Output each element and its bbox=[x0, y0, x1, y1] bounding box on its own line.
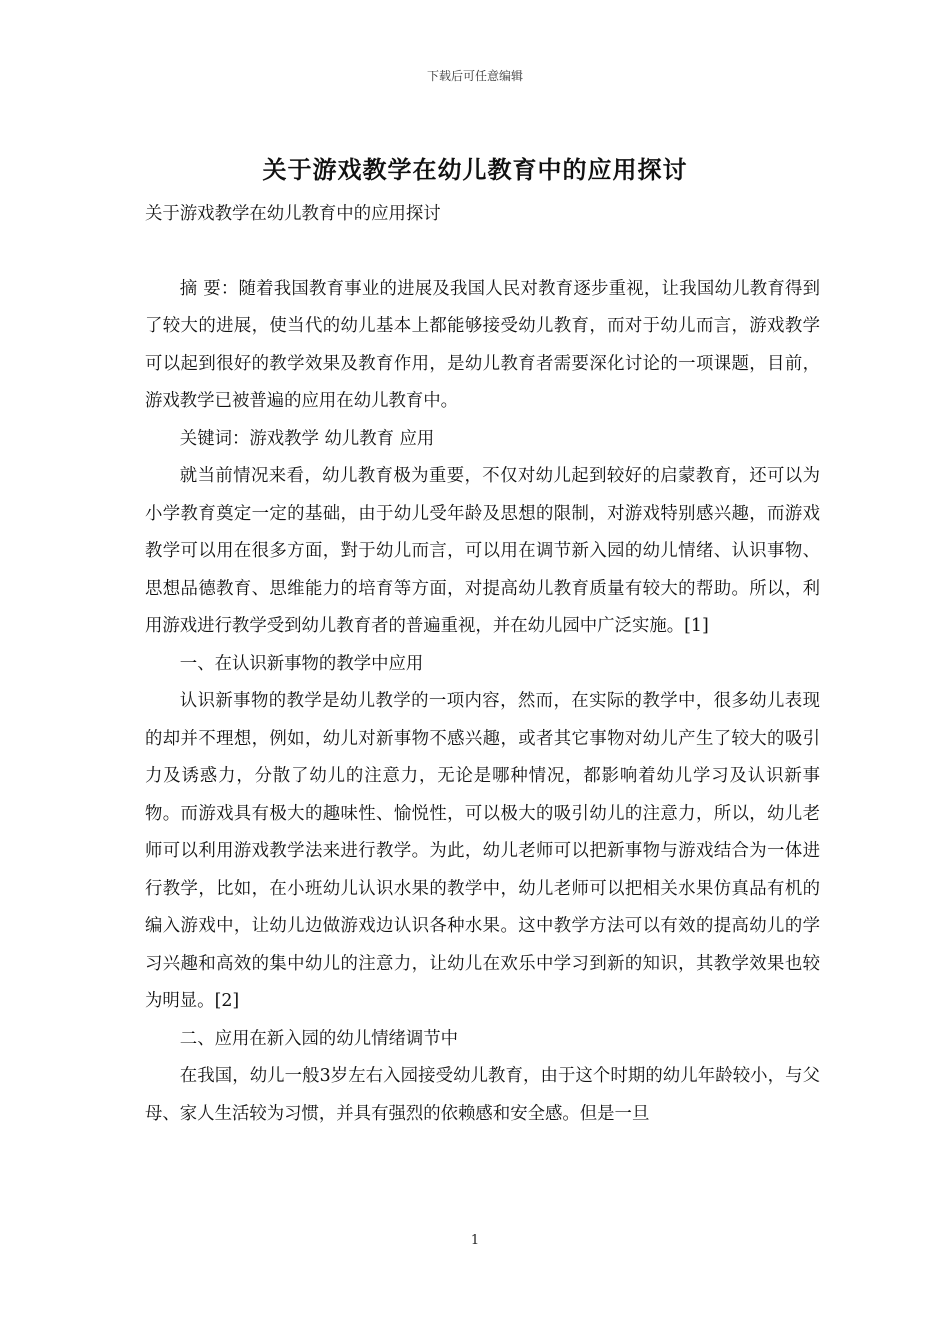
page-number: 1 bbox=[470, 1233, 480, 1248]
intro-paragraph: 就当前情况来看，幼儿教育极为重要，不仅对幼儿起到较好的启蒙教育，还可以为小学教育奠定一定的基础，由于幼儿受年龄及思想的限制，对游戏特别感兴趣，而游戏教学可以用在很多方面，對于幼儿而言，可以用在调节新入园的幼儿情绪、认识事物、思想品德教育、思维能力的培育等方面，对提高幼儿教育质量有较大的帮助。所以，利用游戏进行教学受到幼儿教育者的普遍重视，并在幼儿园中广泛实施。[1] bbox=[145, 466, 820, 636]
section-1-heading: 一、在认识新事物的教学中应用 bbox=[179, 653, 424, 674]
section-2-paragraph: 在我国，幼儿一般3岁左右入园接受幼儿教育，由于这个时期的幼儿年龄较小，与父母、家人生活较为习惯，并具有强烈的依赖感和安全感。但是一旦 bbox=[145, 1066, 820, 1124]
section-2-heading: 二、应用在新入园的幼儿情绪调节中 bbox=[179, 1028, 459, 1049]
header-note: 下载后可任意编辑 bbox=[426, 69, 523, 83]
keywords-line: 关键词：游戏教学 幼儿教育 应用 bbox=[179, 428, 435, 449]
section-1-paragraph: 认识新事物的教学是幼儿教学的一项内容，然而，在实际的教学中，很多幼儿表现的却并不理想，例如，幼儿对新事物不感兴趣，或者其它事物对幼儿产生了较大的吸引力及诱惑力，分散了幼儿的注意力，无论是哪种情况，都影响着幼儿学习及认识新事物。而游戏具有极大的趣味性、愉悦性，可以极大的吸引幼儿的注意力，所以，幼儿老师可以利用游戏教学法来进行教学。为此，幼儿老师可以把新事物与游戏结合为一体进行教学，比如，在小班幼儿认识水果的教学中，幼儿老师可以把相关水果仿真品有机的编入游戏中，让幼儿边做游戏边认识各种水果。这中教学方法可以有效的提高幼儿的学习兴趣和高效的集中幼儿的注意力，让幼儿在欢乐中学习到新的知识，其教学效果也较为明显。[2] bbox=[145, 691, 820, 1011]
document-title: 关于游戏教学在幼儿教育中的应用探讨 bbox=[262, 155, 688, 184]
document-subtitle: 关于游戏教学在幼儿教育中的应用探讨 bbox=[145, 204, 441, 224]
abstract-paragraph: 摘 要：随着我国教育事业的进展及我国人民对教育逐步重视，让我国幼儿教育得到了较大的进展，使当代的幼儿基本上都能够接受幼儿教育，而对于幼儿而言，游戏教学可以起到很好的教学效果及教育作用，是幼儿教育者需要深化讨论的一项课题，目前，游戏教学已被普遍的应用在幼儿教育中。 bbox=[145, 278, 820, 411]
document-body bbox=[145, 196, 820, 1133]
